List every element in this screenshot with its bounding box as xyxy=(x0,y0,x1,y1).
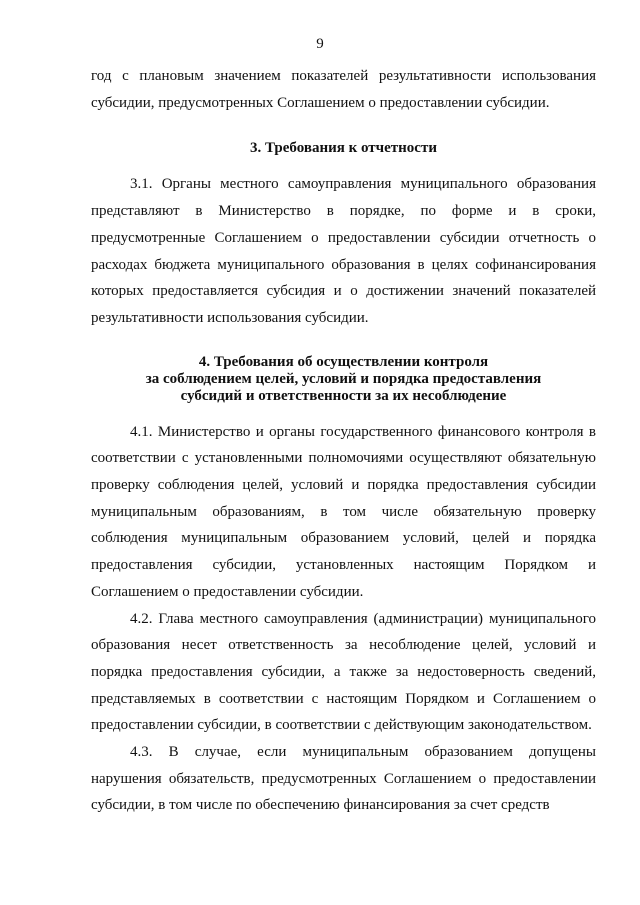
paragraph-3-1: 3.1. Органы местного самоуправления муниципального образования представляют в Министерство в порядке, по форме и в сроки, предусмотренные Соглашением о предоставлении субсидии отчетность о расходах бюджета муниципального образования в целях софинансирования которых предоставляется субсидия и о достижении значений показателей результативности использования субсидии. xyxy=(91,176,596,326)
section-3-heading: 3. Требования к отчетности xyxy=(250,140,437,157)
document-body xyxy=(91,63,596,819)
section-4-heading-line: субсидий и ответственности за их несоблюдение xyxy=(180,387,507,404)
section-4-heading-line: за соблюдением целей, условий и порядка предоставления xyxy=(145,370,542,387)
paragraph-4-2: 4.2. Глава местного самоуправления (администрации) муниципального образования несет ответственность за несоблюдение целей, условий и порядка предоставления субсидии, а также за недостоверность сведений, представляемых в соответствии с настоящим Порядком и Соглашением о предоставлении субсидии, в соответствии с действующим законодательством. xyxy=(91,610,596,734)
paragraph-4-1: 4.1. Министерство и органы государственного финансового контроля в соответствии с установленными полномочиями осуществляют обязательную проверку соблюдения целей, условий и порядка предоставления субсидии муниципальным образованиям, в том числе обязательную проверку соблюдения муниципальным образованием условий, целей и порядка предоставления субсидии, установленных настоящим Порядком и Соглашением о предоставлении субсидии. xyxy=(91,423,596,600)
section-4-heading xyxy=(91,354,596,405)
paragraph-4-3: 4.3. В случае, если муниципальным образованием допущены нарушения обязательств, предусмотренных Соглашением о предоставлении субсидии, в том числе по обеспечению финансирования за счет средств xyxy=(91,744,596,814)
page-number: 9 xyxy=(316,36,324,52)
paragraph-continued: год с плановым значением показателей результативности использования субсидии, предусмотренных Соглашением о предоставлении субсидии. xyxy=(91,68,596,111)
section-4-heading-line: 4. Требования об осуществлении контроля xyxy=(198,353,489,370)
